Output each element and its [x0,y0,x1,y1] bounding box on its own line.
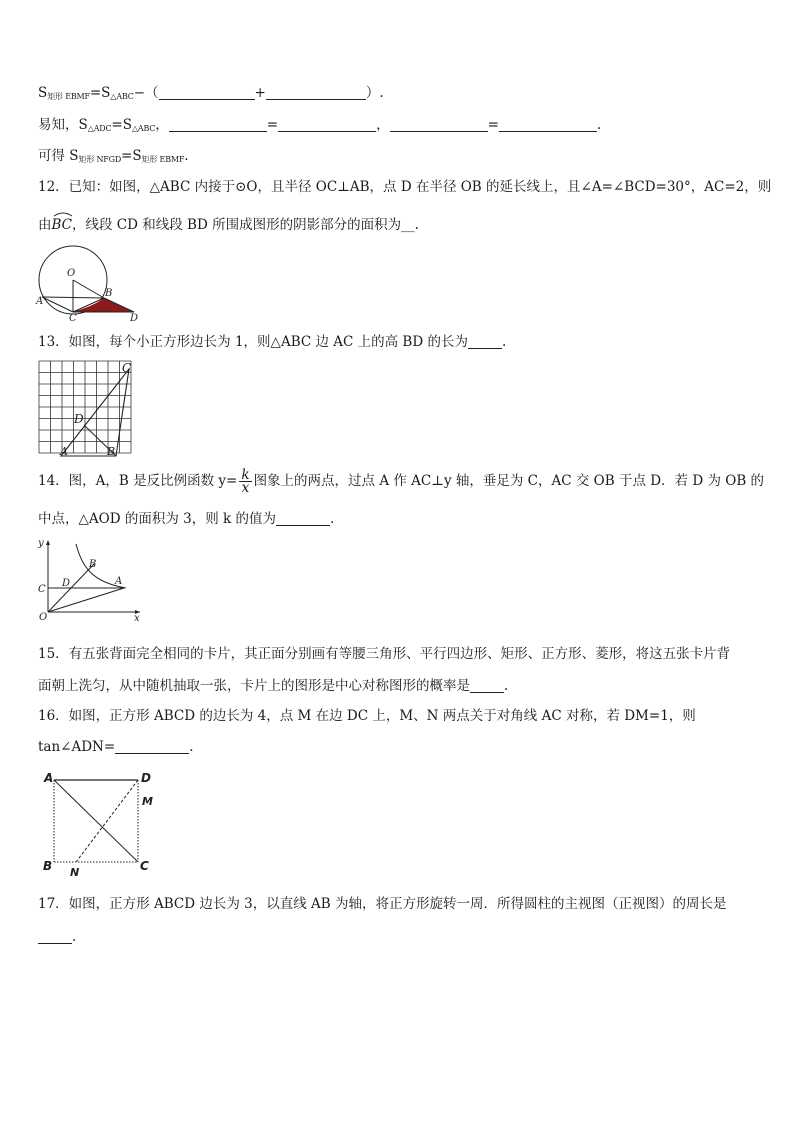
answer-blank[interactable] [390,117,488,132]
label-o: O [67,268,76,279]
subscript: 矩形 EBMF [141,155,185,164]
text: = [487,117,499,133]
answer-blank[interactable] [159,85,255,100]
label-b: B [43,859,53,873]
answer-blank[interactable] [276,511,330,526]
answer-line-3 [38,147,189,169]
grid [39,361,131,453]
label-x: x [134,613,140,622]
question-16-line-1: 16．如图，正方形 ABCD 的边长为 4，点 M 在边 DC 上，M、N 两点关于对角线 AC 对称，若 DM=1，则 [38,708,696,724]
figure-16 [38,766,164,880]
text: 易知，S [38,117,88,133]
subscript: 矩形 EBMF [47,92,90,101]
text: . [501,334,507,350]
arc-icon [52,211,74,217]
label-c: C [122,361,132,375]
label-b: B [107,445,116,458]
question-12-line-2 [38,213,419,234]
label-n: N [70,866,80,879]
question-16-line-2 [38,738,193,756]
text: tan∠ADN= [38,739,116,755]
label-d: D [141,771,151,785]
text: ， [155,117,169,133]
text: 由 [38,217,52,233]
label-y: y [38,538,44,549]
answer-blank[interactable] [499,117,597,132]
label-c: C [69,313,77,322]
subscript: △ADC [87,124,112,133]
answer-blank[interactable] [470,678,504,693]
text: =S [121,148,142,164]
label-o: O [39,612,48,622]
text: =S [89,85,111,101]
text: . [189,739,194,755]
text: S [38,85,48,101]
label-d: D [130,313,139,322]
question-12-line-1: 12．已知：如图，△ABC 内接于⊙O，且半径 OC⊥AB，点 D 在半径 OB 的延长线上，且∠A=∠BCD=30°，AC=2，则 [38,179,772,195]
text: = [266,117,279,133]
text: . [329,511,335,527]
label-a: A [44,771,54,785]
text: 可得 S [38,148,79,164]
text: . [72,929,77,945]
label-c: C [140,859,149,873]
text: . [184,148,189,164]
question-14-line-2 [38,510,334,528]
text: 面朝上洗匀，从中随机抽取一张，卡片上的图形是中心对称图形的概率是 [38,678,470,694]
figure-12 [34,244,140,322]
shaded-region [72,298,134,312]
answer-line-1 [38,84,384,106]
question-17-line-2 [38,928,76,946]
question-15-line-2 [38,677,508,695]
label-a: A [60,445,68,458]
text: ， [376,117,390,133]
label-c: C [38,584,46,595]
question-14-line-1 [38,466,764,496]
answer-blank[interactable] [169,117,267,132]
answer-blank[interactable] [278,117,376,132]
label-m: M [142,795,153,808]
text: ）. [365,85,384,101]
text: + [254,85,266,101]
text: ，线段 CD 和线段 BD 所围成图形的阴影部分的面积为__. [72,217,419,233]
label-a: A [115,576,123,587]
text: 14．图，A，B 是反比例函数 y= [38,473,238,489]
text: . [596,117,602,133]
answer-blank[interactable] [266,85,366,100]
fraction-k-over-x: $\frac{k}{x}$ [241,467,250,496]
subscript: △ABC [131,124,156,133]
triangle-abc [61,369,129,456]
question-13 [38,333,506,351]
text: 中点，△AOD 的面积为 3，则 k 的值为 [38,511,276,527]
figure-14 [36,536,142,622]
arc-bc: BC [52,213,73,234]
label-d: D [74,412,84,426]
text: −（ [133,85,159,101]
answer-line-2 [38,116,601,138]
answer-blank[interactable] [468,334,502,349]
text: 13．如图，每个小正方形边长为 1，则△ABC 边 AC 上的高 BD 的长为 [38,334,468,350]
answer-blank[interactable] [115,739,189,754]
label-a: A [36,296,44,307]
text: . [504,678,509,694]
label-d: D [62,578,71,589]
label-b: B [105,288,113,299]
label-b: B [89,559,97,570]
subscript: 矩形 NFGD [78,155,122,164]
question-17-line-1: 17．如图，正方形 ABCD 边长为 3，以直线 AB 为轴，将正方形旋转一周．所得圆柱的主视图（正视图）的周长是 [38,896,727,912]
figure-13-grid [38,360,138,458]
question-15-line-1: 15．有五张背面完全相同的卡片，其正面分别画有等腰三角形、平行四边形、矩形、正方形、菱形，将这五张卡片背 [38,646,731,662]
text: 图象上的两点，过点 A 作 AC⊥y 轴，垂足为 C，AC 交 OB 于点 D．若 D 为 OB 的 [253,473,765,489]
text: =S [111,117,132,133]
subscript: △ABC [110,92,134,101]
answer-blank[interactable] [38,929,72,944]
